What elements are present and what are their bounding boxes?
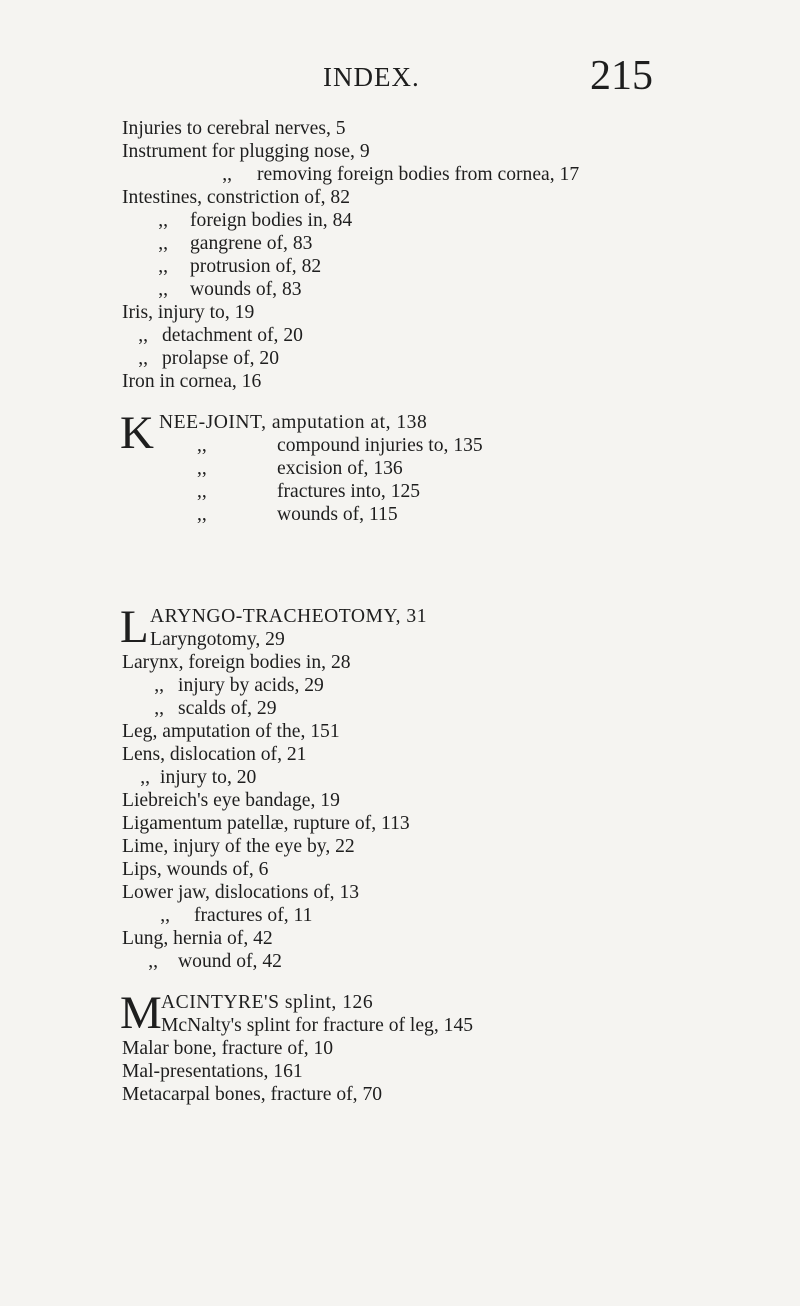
- index-entry: ,, detachment of, 20: [122, 325, 303, 347]
- index-entry: ,, prolapse of, 20: [122, 348, 279, 370]
- index-entry: Ligamentum patellæ, rupture of, 113: [122, 813, 410, 834]
- index-entry: NEE-JOINT, amputation at, 138: [159, 412, 428, 433]
- drop-cap: M: [120, 987, 162, 1039]
- index-entry: ,, gangrene of, 83: [122, 233, 312, 255]
- index-entry: Injuries to cerebral nerves, 5: [122, 118, 346, 139]
- index-entry: Malar bone, fracture of, 10: [122, 1038, 334, 1059]
- ditto-mark: ,,: [154, 675, 164, 696]
- ditto-mark: ,,: [148, 951, 158, 972]
- index-entry: ,, removing foreign bodies from cornea, 17: [122, 164, 579, 186]
- index-entry: Iris, injury to, 19: [122, 302, 255, 323]
- index-entry: Larynx, foreign bodies in, 28: [122, 652, 351, 673]
- index-entry: Lens, dislocation of, 21: [122, 744, 307, 765]
- index-entry: ,, wounds of, 83: [122, 279, 302, 301]
- index-entry: ARYNGO-TRACHEOTOMY, 31: [150, 606, 427, 627]
- index-entry: ,, fractures into, 125: [197, 481, 421, 502]
- ditto-mark: ,,: [222, 164, 232, 185]
- index-entry: Lung, hernia of, 42: [122, 928, 273, 949]
- index-entry: Laryngotomy, 29: [150, 629, 285, 650]
- index-entry: Lower jaw, dislocations of, 13: [122, 882, 360, 903]
- index-entry: Lime, injury of the eye by, 22: [122, 836, 355, 857]
- index-entry: ,, foreign bodies in, 84: [122, 210, 352, 232]
- ditto-mark: ,,: [140, 767, 150, 788]
- index-entry: Iron in cornea, 16: [122, 371, 262, 392]
- index-entry: Instrument for plugging nose, 9: [122, 141, 370, 162]
- ditto-mark: ,,: [197, 458, 207, 479]
- ditto-mark: ,,: [197, 504, 207, 525]
- ditto-mark: ,,: [158, 256, 168, 277]
- index-entry: ,, excision of, 136: [197, 458, 403, 479]
- drop-cap: K: [120, 407, 154, 459]
- index-entry: ,, injury by acids, 29: [122, 675, 324, 697]
- drop-cap: L: [120, 601, 149, 653]
- ditto-mark: ,,: [197, 435, 207, 456]
- ditto-mark: ,,: [158, 279, 168, 300]
- index-entry: McNalty's splint for fracture of leg, 145: [161, 1015, 474, 1036]
- ditto-mark: ,,: [154, 698, 164, 719]
- index-entry: ,, wound of, 42: [122, 951, 282, 973]
- index-entry: ,, fractures of, 11: [122, 905, 312, 927]
- index-entry: ,, wounds of, 115: [197, 504, 398, 525]
- index-entry: ACINTYRE'S splint, 126: [161, 992, 374, 1013]
- index-entry: Lips, wounds of, 6: [122, 859, 269, 880]
- index-entry: Leg, amputation of the, 151: [122, 721, 340, 742]
- page-number: 215: [590, 53, 653, 99]
- ditto-mark: ,,: [197, 481, 207, 502]
- index-entry: ,, injury to, 20: [122, 767, 256, 789]
- ditto-mark: ,,: [158, 233, 168, 254]
- index-entry: ,, compound injuries to, 135: [197, 435, 483, 456]
- index-entry: Liebreich's eye bandage, 19: [122, 790, 340, 811]
- index-entry: ,, protrusion of, 82: [122, 256, 321, 278]
- ditto-mark: ,,: [138, 348, 148, 369]
- ditto-mark: ,,: [160, 905, 170, 926]
- index-entry: Metacarpal bones, fracture of, 70: [122, 1084, 383, 1105]
- index-entry: ,, scalds of, 29: [122, 698, 277, 720]
- running-header: INDEX.: [323, 62, 420, 92]
- index-entry: Intestines, constriction of, 82: [122, 187, 351, 208]
- ditto-mark: ,,: [158, 210, 168, 231]
- ditto-mark: ,,: [138, 325, 148, 346]
- index-entry: Mal-presentations, 161: [122, 1061, 303, 1082]
